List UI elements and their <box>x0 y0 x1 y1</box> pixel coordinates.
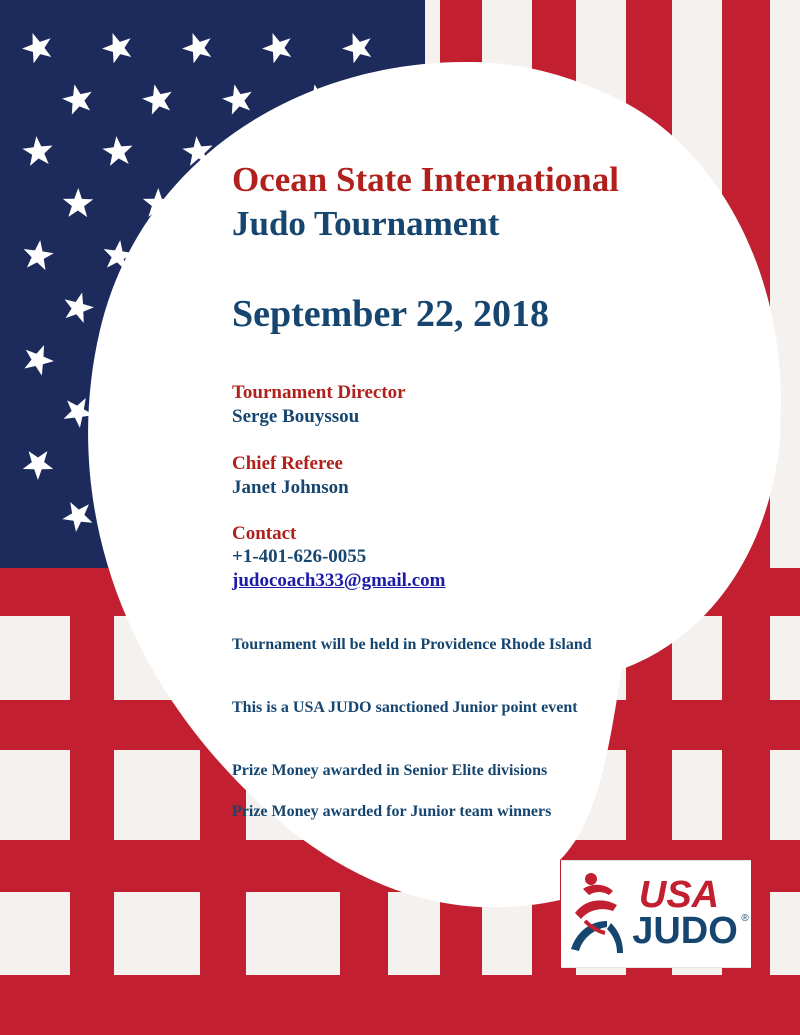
registered-mark: ® <box>741 913 749 924</box>
usa-judo-logo-graphic <box>561 861 751 967</box>
usa-judo-logo <box>561 860 751 968</box>
event-date: September 22, 2018 <box>232 293 549 335</box>
director-label: Tournament Director <box>232 382 406 403</box>
director-name: Serge Bouyssou <box>232 406 360 427</box>
contact-email-link[interactable]: judocoach333@gmail.com <box>232 570 446 591</box>
referee-label: Chief Referee <box>232 453 343 474</box>
note-senior-prize: Prize Money awarded in Senior Elite divisions <box>232 762 548 779</box>
note-location: Tournament will be held in Providence Rhode Island <box>232 636 592 653</box>
judo-figures-icon <box>571 873 623 953</box>
title-line-1: Ocean State International <box>232 160 619 199</box>
referee-name: Janet Johnson <box>232 477 349 498</box>
title-line-2: Judo Tournament <box>232 204 500 243</box>
note-junior-prize: Prize Money awarded for Junior team winners <box>232 803 552 820</box>
logo-usa-text: USA <box>638 874 720 916</box>
contact-phone: +1-401-626-0055 <box>232 546 367 567</box>
contact-email-row <box>232 569 445 593</box>
contact-label: Contact <box>232 523 297 544</box>
logo-judo-text: JUDO <box>632 910 738 952</box>
note-sanction: This is a USA JUDO sanctioned Junior point event <box>232 699 578 716</box>
